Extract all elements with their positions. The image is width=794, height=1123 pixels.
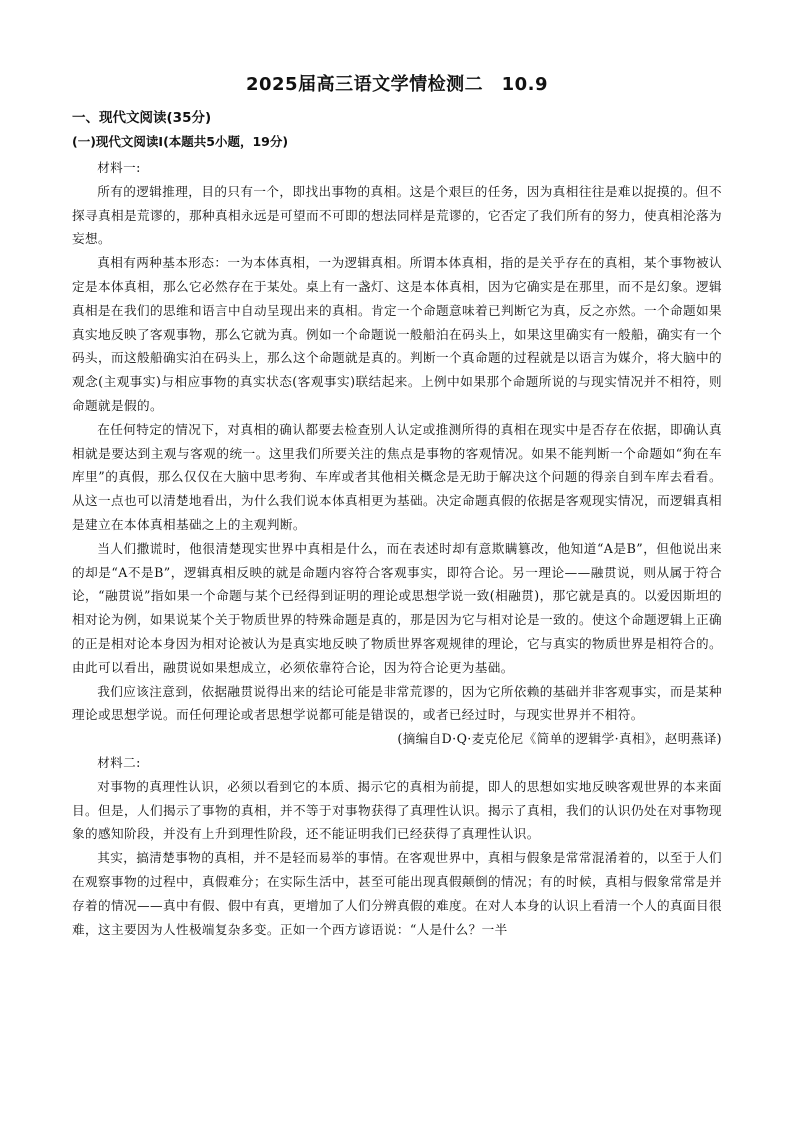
material-two-paragraph: 其实，搞清楚事物的真相，并不是轻而易举的事情。在客观世界中，真相与假象是常常混淆着的，以至于人们在观察事物的过程中，真假难分；在实际生活中，甚至可能出现真假颠倒的情况；有的时候，真相与假象常常是并存着的情况——真中有假、假中有真，更增加了人们分辨真假的难度。在对人本身的认识上看清一个人的真面目很难，这主要因为人性极端复杂多变。正如一个西方谚语说：“人是什么？一半	[72, 850, 722, 937]
material-one-paragraph: 真相有两种基本形态：一为本体真相，一为逻辑真相。所谓本体真相，指的是关乎存在的真相，某个事物被认定是本体真相，那么它必然存在于某处。桌上有一盏灯、这是本体真相，因为它确实是在那里，而不是幻象。逻辑真相是在我们的思维和语言中自动呈现出来的真相。肯定一个命题意味着已判断它为真，反之亦然。一个命题如果真实地反映了客观事物，那么它就为真。例如一个命题说一般船泊在码头上，如果这里确实有一般船，确实有一个码头，而这般船确实泊在码头上，那么这个命题就是真的。判断一个真命题的过程就是以语言为媒介，将大脑中的观念(主观事实)与相应事物的真实状态(客观事实)联结起来。上例中如果那个命题所说的与现实情况并不相符，则命题就是假的。	[72, 255, 722, 413]
material-one-paragraph: 当人们撒谎时，他很清楚现实世界中真相是什么，而在表述时却有意欺瞒篡改，他知道“A是B”，但他说出来的却是“A不是B”，逻辑真相反映的就是命题内容符合客观事实，即符合论。另一理论——融贯说，则从属于符合论，“融贯说”指如果一个命题与某个已经得到证明的理论或思想学说一致(相融贯)，那它就是真的。以爱因斯坦的相对论为例，如果说某个关于物质世界的特殊命题是真的，那是因为它与相对论是一致的。使这个命题逻辑上正确的正是相对论本身因为相对论被认为是真实地反映了物质世界客观规律的理论，它与真实的物质世界是相符合的。由此可以看出，融贯说如果想成立，必须依靠符合论，因为符合论更为基础。	[72, 540, 722, 675]
page-title: 2025届高三语文学情检测二 10.9	[245, 74, 548, 95]
reading-passage	[72, 156, 722, 941]
material-one-paragraph: 我们应该注意到，依据融贯说得出来的结论可能是非常荒谬的，因为它所依赖的基础并非客观事实，而是某种理论或思想学说。而任何理论或者思想学说都可能是错误的，或者已经过时，与现实世界并不相符。	[72, 683, 722, 723]
section-heading: 一、现代文阅读(35分)	[72, 110, 212, 126]
material-two-paragraph: 对事物的真理性认识，必须以看到它的本质、揭示它的真相为前提，即人的思想如实地反映客观世界的本来面目。但是，人们揭示了事物的真相，并不等于对事物获得了真理性认识。揭示了真相，我们的认识仍处在对事物现象的感知阶段，并没有上升到理性阶段，还不能证明我们已经获得了真理性认识。	[72, 778, 722, 842]
material-one-label: 材料一:	[97, 160, 141, 175]
material-one-paragraph: 在任何特定的情况下，对真相的确认都要去检查别人认定或推测所得的真相在现实中是否存在依据，即确认真相就是要达到主观与客观的统一。这里我们所要关注的焦点是事物的客观情况。如果不能判断一个命题如“狗在车库里”的真假，那么仅仅在大脑中思考狗、车库或者其他相关概念是无助于解决这个问题的得亲自到车库去看看。从这一点也可以清楚地看出，为什么我们说本体真相更为基础。决定命题真假的依据是客观现实情况，而逻辑真相是建立在本体真相基础之上的主观判断。	[72, 421, 722, 532]
material-two-label: 材料二:	[97, 754, 141, 770]
subsection-heading: (一)现代文阅读Ⅰ(本题共5小题，19分)	[72, 134, 289, 149]
material-one-source: (摘编自D·Q·麦克伦尼《简单的逻辑学·真相》，赵明燕译)	[397, 731, 722, 747]
material-one-paragraph: 所有的逻辑推理，目的只有一个，即找出事物的真相。这是个艰巨的任务，因为真相往往是难以捉摸的。但不探寻真相是荒谬的，那种真相永远是可望而不可即的想法同样是荒谬的，它否定了我们所有的努力，使真相沦落为妄想。	[72, 183, 722, 247]
